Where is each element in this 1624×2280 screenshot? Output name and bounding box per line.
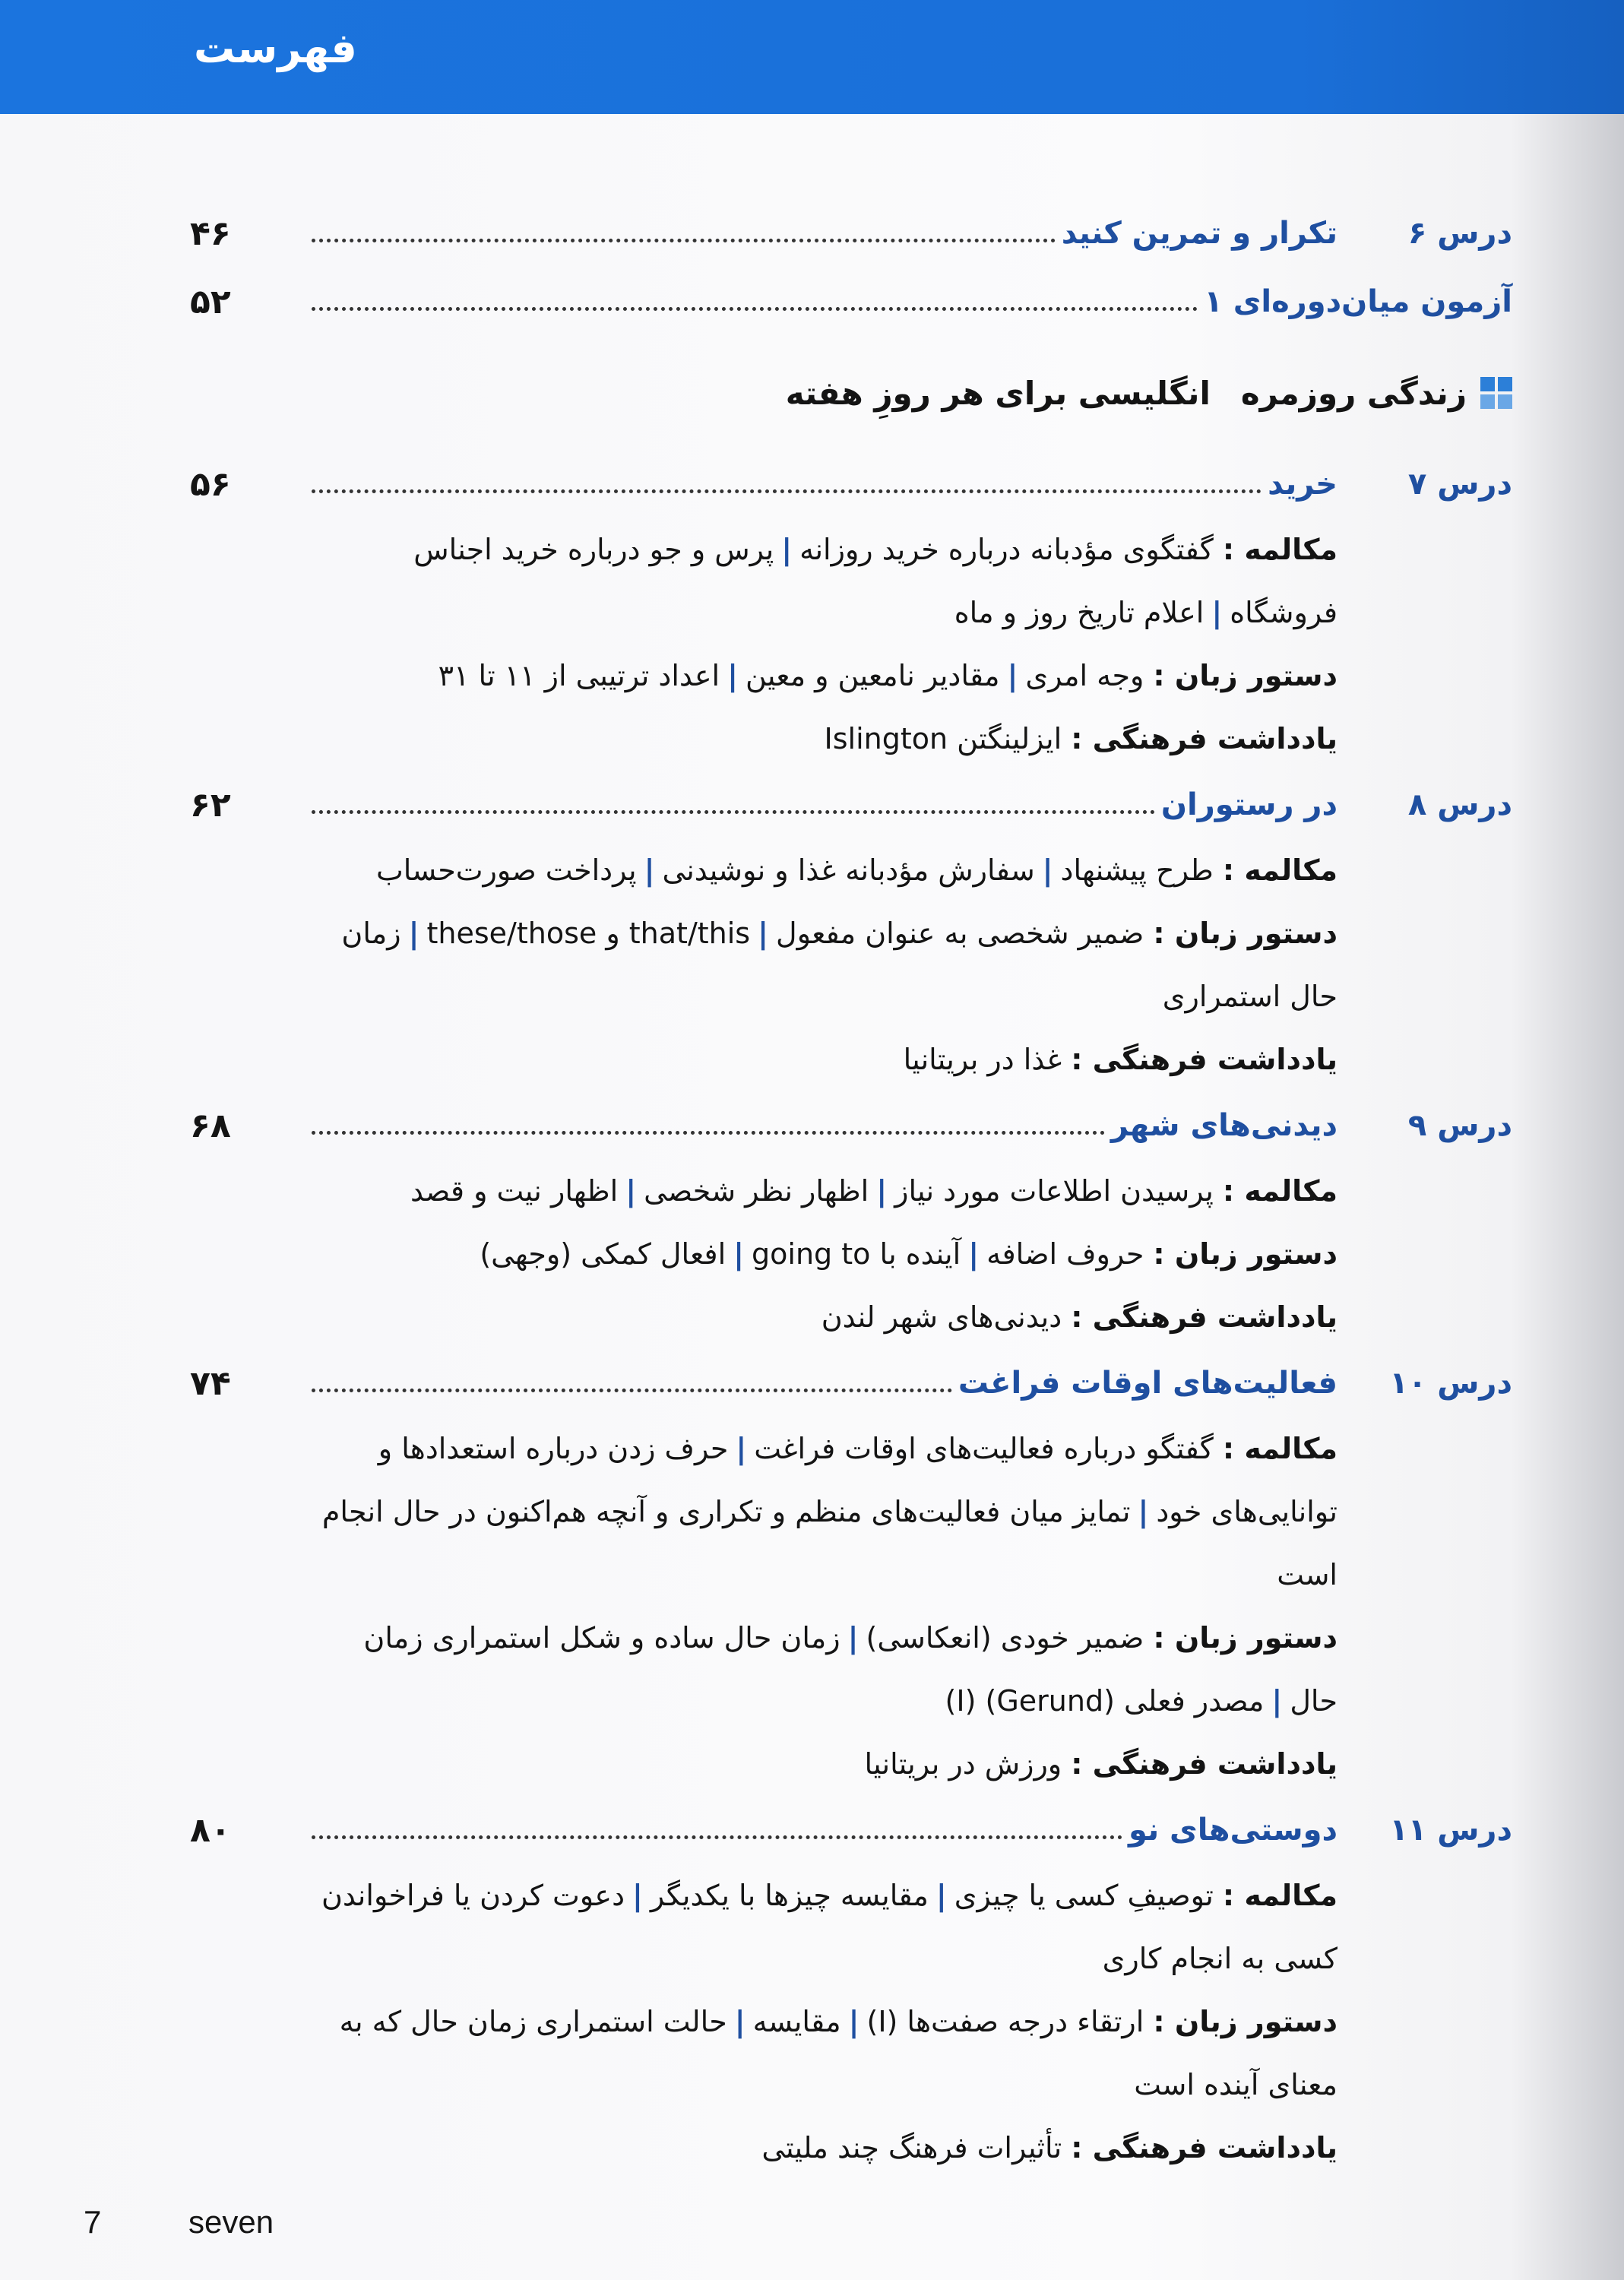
grammar-item: مصدر فعلی (Gerund) (I)	[945, 1684, 1265, 1718]
culture-key: یادداشت فرهنگی :	[1071, 2131, 1338, 2164]
dot-leader	[312, 1389, 952, 1392]
grammar-item: that/this و these/those	[426, 917, 751, 950]
separator: |	[736, 1432, 747, 1465]
dialogue-item: مقایسه چیزها با یکدیگر	[650, 1879, 929, 1912]
culture-line	[304, 1733, 1338, 1796]
dialogue-item: تمایز میان فعالیت‌های منظم و تکراری و آنچه هم‌اکنون در حال انجام است	[321, 1495, 1338, 1591]
lesson-title[interactable]: دیدنی‌های شهر	[1110, 1108, 1338, 1143]
separator: |	[1211, 596, 1223, 629]
dialogue-line	[304, 839, 1338, 902]
section-title: زندگی روزمره	[1240, 374, 1467, 412]
separator: |	[1271, 1684, 1283, 1718]
dialogue-line	[304, 1160, 1338, 1223]
lesson-number: درس ۷	[1407, 467, 1512, 502]
page-ref: ۵۲	[190, 282, 231, 321]
dialogue-item: اظهار نیت و قصد	[410, 1174, 619, 1208]
page-title: فهرست	[194, 24, 357, 72]
dialogue-item: اظهار نظر شخصی	[644, 1174, 869, 1208]
dialogue-key: مکالمه :	[1222, 533, 1338, 566]
grammar-line	[304, 902, 1338, 1028]
grammar-item: اعداد ترتیبی از ۱۱ تا ۳۱	[438, 659, 720, 692]
dialogue-item: گفتگوی مؤدبانه درباره خرید روزانه	[799, 533, 1214, 566]
culture-item: تأثیرات فرهنگ چند ملیتی	[761, 2131, 1062, 2164]
dialogue-item: اعلام تاریخ روز و ماه	[954, 596, 1205, 629]
dialogue-item: توصیفِ کسی یا چیزی	[954, 1879, 1214, 1912]
toc-entry[interactable]	[190, 450, 1512, 518]
culture-key: یادداشت فرهنگی :	[1071, 1043, 1338, 1076]
dot-leader	[312, 307, 1198, 311]
dialogue-line	[304, 518, 1338, 644]
culture-item: ورزش در بریتانیا	[864, 1747, 1062, 1781]
dialogue-item: طرح پیشنهاد	[1060, 853, 1214, 887]
culture-line	[304, 1286, 1338, 1349]
lesson-details	[304, 839, 1338, 1091]
grammar-key: دستور زبان :	[1153, 1621, 1338, 1655]
section-subtitle: انگلیسی برای هر روزِ هفته	[785, 374, 1211, 412]
separator: |	[758, 917, 768, 950]
grammar-key: دستور زبان :	[1153, 659, 1338, 692]
dot-leader	[312, 810, 1155, 814]
dot-leader	[312, 239, 1056, 242]
culture-line	[304, 1028, 1338, 1091]
separator: |	[734, 2005, 746, 2038]
dialogue-key: مکالمه :	[1222, 1879, 1338, 1912]
separator: |	[632, 1879, 643, 1912]
grammar-item: زمان حال ساده و شکل استمراری زمان حال	[363, 1621, 1338, 1718]
page-ref: ۵۶	[190, 464, 231, 504]
lesson-title[interactable]: تکرار و تمرین کنید	[1061, 216, 1338, 251]
dialogue-item: پرسیدن اطلاعات مورد نیاز	[894, 1174, 1214, 1208]
section-heading	[190, 336, 1512, 450]
dialogue-item: پرس و جو درباره خرید اجناس فروشگاه	[413, 533, 1338, 629]
separator: |	[935, 1879, 947, 1912]
grammar-line	[304, 1607, 1338, 1733]
page-ref: ۶۲	[190, 785, 231, 825]
separator: |	[1042, 853, 1053, 887]
lesson-title[interactable]: خرید	[1268, 467, 1338, 502]
dialogue-item: حرف زدن درباره استعدادها و توانایی‌های خود	[378, 1432, 1338, 1528]
grammar-key: دستور زبان :	[1153, 2005, 1338, 2038]
separator: |	[644, 853, 655, 887]
lesson-title[interactable]: در رستوران	[1160, 787, 1338, 822]
culture-line	[304, 2117, 1338, 2180]
header-bar	[0, 0, 1624, 114]
separator: |	[625, 1174, 637, 1208]
separator: |	[876, 1174, 888, 1208]
toc-entry[interactable]	[190, 268, 1512, 336]
culture-key: یادداشت فرهنگی :	[1071, 722, 1338, 755]
lesson-number: درس ۹	[1407, 1108, 1512, 1143]
dialogue-item: گفتگو درباره فعالیت‌های اوقات فراغت	[754, 1432, 1214, 1465]
grammar-item: وجه امری	[1025, 659, 1144, 692]
dot-leader	[312, 1835, 1122, 1839]
culture-item: ایزلینگتن Islington	[824, 722, 1062, 755]
page-number-word: seven	[188, 2204, 274, 2240]
separator: |	[968, 1237, 980, 1271]
separator: |	[727, 659, 738, 692]
lesson-details	[304, 1864, 1338, 2180]
grammar-item: حالت استمراری زمان حال که به معنای آینده است	[339, 2005, 1338, 2101]
grammar-line	[304, 1990, 1338, 2117]
grammar-item: مقایسه	[752, 2005, 841, 2038]
lesson-details	[304, 1160, 1338, 1349]
lesson-title[interactable]: دوستی‌های نو	[1129, 1813, 1338, 1848]
dialogue-line	[304, 1864, 1338, 1990]
culture-item: دیدنی‌های شهر لندن	[821, 1300, 1062, 1334]
lesson-number: درس ۱۰	[1389, 1366, 1512, 1401]
section-grid-icon	[1480, 377, 1512, 409]
toc-entry[interactable]	[190, 1796, 1512, 1864]
page-ref: ۴۶	[190, 214, 231, 253]
separator: |	[1007, 659, 1018, 692]
dialogue-key: مکالمه :	[1222, 1432, 1338, 1465]
toc-entry[interactable]	[190, 1091, 1512, 1160]
lesson-number: درس ۶	[1407, 216, 1512, 251]
dialogue-item: سفارش مؤدبانه غذا و نوشیدنی	[662, 853, 1035, 887]
lesson-title[interactable]: فعالیت‌های اوقات فراغت	[958, 1366, 1338, 1401]
dialogue-key: مکالمه :	[1222, 853, 1338, 887]
grammar-item: آینده با going to	[752, 1237, 961, 1271]
toc-entry[interactable]	[190, 1349, 1512, 1417]
separator: |	[848, 2005, 859, 2038]
lesson-number: درس ۸	[1407, 787, 1512, 822]
dialogue-key: مکالمه :	[1222, 1174, 1338, 1208]
grammar-line	[304, 644, 1338, 708]
dialogue-item: پرداخت صورت‌حساب	[375, 853, 637, 887]
grammar-item: زمان حال استمراری	[341, 917, 1338, 1013]
grammar-key: دستور زبان :	[1153, 917, 1338, 950]
dot-leader	[312, 489, 1262, 493]
separator: |	[408, 917, 419, 950]
grammar-item: حروف اضافه	[986, 1237, 1144, 1271]
grammar-item: ضمیر خودی (انعکاسی)	[866, 1621, 1144, 1655]
dialogue-line	[304, 1417, 1338, 1607]
grammar-key: دستور زبان :	[1153, 1237, 1338, 1271]
lesson-details	[304, 1417, 1338, 1796]
culture-item: غذا در بریتانیا	[903, 1043, 1062, 1076]
culture-key: یادداشت فرهنگی :	[1071, 1747, 1338, 1781]
page-ref: ۸۰	[190, 1810, 231, 1850]
dialogue-item: دعوت کردن یا فراخواندن کسی به انجام کاری	[321, 1879, 1338, 1975]
grammar-item: ضمیر شخصی به عنوان مفعول	[775, 917, 1144, 950]
separator: |	[1138, 1495, 1149, 1528]
grammar-item: مقادیر نامعین و معین	[745, 659, 1000, 692]
separator: |	[733, 1237, 745, 1271]
separator: |	[781, 533, 793, 566]
toc-entry[interactable]	[190, 771, 1512, 839]
lesson-details	[304, 518, 1338, 771]
lesson-number: درس ۱۱	[1389, 1813, 1512, 1848]
page-number: 7	[84, 2204, 102, 2240]
toc-entry[interactable]	[190, 199, 1512, 268]
grammar-item: ارتقاء درجه صفت‌ها (I)	[866, 2005, 1144, 2038]
page-ref: ۶۸	[190, 1106, 231, 1145]
separator: |	[847, 1621, 859, 1655]
grammar-item: افعال کمکی (وجهی)	[480, 1237, 727, 1271]
lesson-title[interactable]: آزمون میان‌دوره‌ای ۱	[1204, 284, 1512, 319]
culture-line	[304, 708, 1338, 771]
page-ref: ۷۴	[190, 1363, 231, 1403]
grammar-line	[304, 1223, 1338, 1286]
table-of-contents	[190, 199, 1512, 2180]
culture-key: یادداشت فرهنگی :	[1071, 1300, 1338, 1334]
dot-leader	[312, 1131, 1105, 1135]
